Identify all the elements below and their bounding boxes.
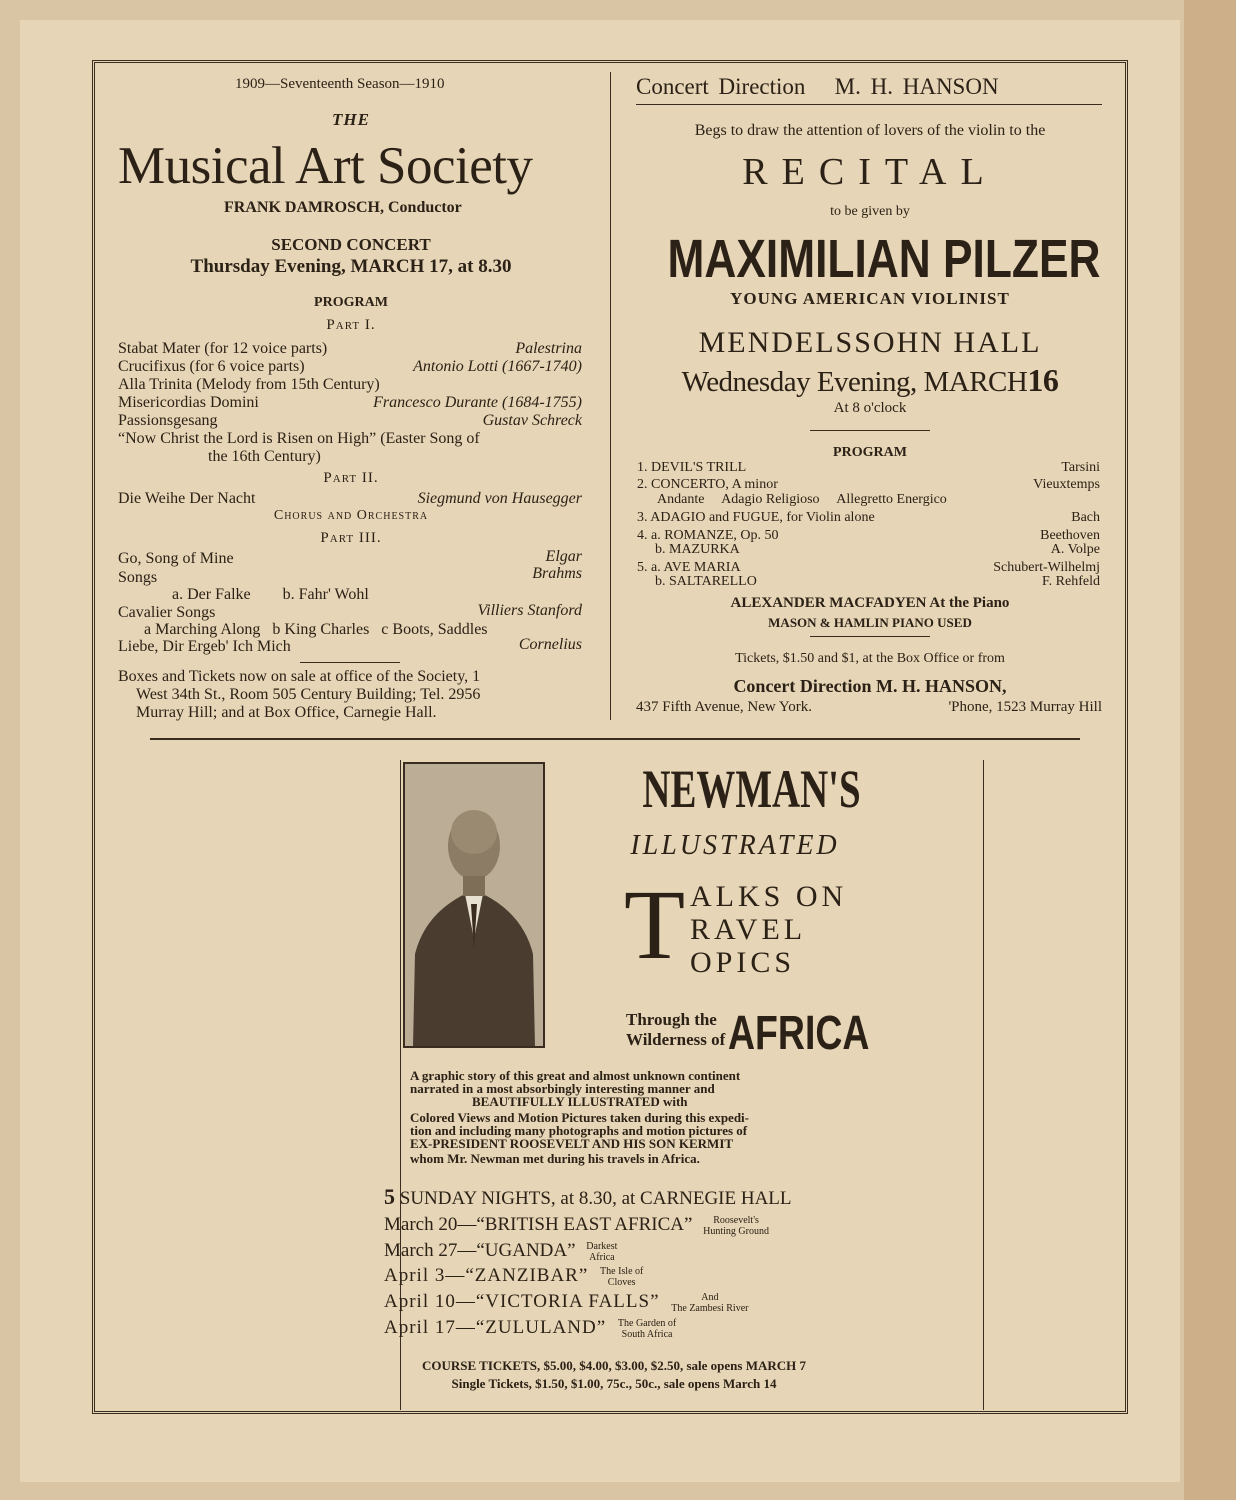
section-divider xyxy=(150,738,1080,740)
program-composer: Cornelius xyxy=(518,636,582,653)
program-work: Passionsgesang xyxy=(118,412,218,429)
schedule-note xyxy=(671,1292,748,1314)
tickets-line: Boxes and Tickets now on sale at office of the Society, 1 xyxy=(118,668,481,685)
concert-direction-header: Concert Direction M. H. HANSON xyxy=(636,74,999,99)
travel-word: RAVEL xyxy=(690,913,807,946)
tickets-line: Tickets, $1.50 and $1, at the Box Office or from xyxy=(735,651,1005,666)
schedule-note-line: And xyxy=(701,1291,719,1303)
newmans-name xyxy=(600,756,870,822)
africa-title xyxy=(728,1006,909,1062)
tickets-line: West 34th St., Room 505 Century Building; Tel. 2956 xyxy=(136,686,481,703)
hall-name: MENDELSSOHN HALL xyxy=(698,326,1042,359)
schedule-note-line: The Garden of xyxy=(617,1317,677,1329)
program-work: b. SALTARELLO xyxy=(655,574,757,589)
schedule-date: March 20— xyxy=(384,1214,477,1235)
schedule-note-line: South Africa xyxy=(621,1328,673,1340)
africa-title-text: AFRICA xyxy=(728,1007,870,1060)
schedule-note xyxy=(703,1215,769,1237)
program-work: 5. a. AVE MARIA xyxy=(637,560,741,575)
ad-box-right-rule xyxy=(983,760,984,1410)
schedule-note-line: Hunting Ground xyxy=(703,1225,769,1237)
schedule-title: “VICTORIA FALLS” xyxy=(475,1291,660,1312)
program-work: Cavalier Songs xyxy=(118,604,216,621)
schedule-row xyxy=(384,1240,617,1263)
schedule-note xyxy=(586,1241,617,1263)
program-work: 2. CONCERTO, A minor xyxy=(637,477,778,492)
program-work: Alla Trinita (Melody from 15th Century) xyxy=(118,376,380,393)
program-heading: PROGRAM xyxy=(314,295,388,310)
recital-title: RECITAL xyxy=(742,151,998,193)
portrait-photo xyxy=(403,762,545,1048)
part-three-heading: Part III. xyxy=(320,530,382,546)
schedule-title: “ZULULAND” xyxy=(475,1317,607,1338)
description-line: A graphic story of this great and almost unknown continent xyxy=(410,1068,741,1083)
program-composer: Bach xyxy=(1071,510,1100,525)
short-rule xyxy=(810,636,930,637)
piano-line: MASON & HAMLIN PIANO USED xyxy=(768,615,972,630)
column-divider xyxy=(610,72,611,720)
program-work: the 16th Century) xyxy=(208,448,321,465)
part-one-heading: Part I. xyxy=(326,317,376,333)
conductor-line: FRANK DAMROSCH, Conductor xyxy=(224,199,462,216)
course-tickets-line: COURSE TICKETS, $5.00, $4.00, $3.00, $2.50, sale opens MARCH 7 xyxy=(421,1358,807,1373)
schedule-date: April 17— xyxy=(384,1317,476,1338)
artist-description: YOUNG AMERICAN VIOLINIST xyxy=(730,289,1010,308)
newmans-name-text: NEWMAN'S xyxy=(642,759,861,819)
schedule-date: April 10— xyxy=(384,1291,476,1312)
address-line: 437 Fifth Avenue, New York. xyxy=(636,699,812,715)
recital-date-day: 16 xyxy=(1027,362,1059,398)
recital-date-text: Wednesday Evening, MARCH xyxy=(681,366,1028,398)
schedule-note-line: Africa xyxy=(589,1251,615,1263)
description-line: Colored Views and Motion Pictures taken during this expedi- xyxy=(410,1110,749,1125)
concert-direction-footer: Concert Direction M. H. HANSON, xyxy=(733,676,1007,696)
pianist-line: ALEXANDER MACFADYEN At the Piano xyxy=(730,595,1010,611)
program-work: 3. ADAGIO and FUGUE, for Violin alone xyxy=(637,510,875,525)
program-composer: Elgar xyxy=(545,548,582,565)
talks-initial: T xyxy=(624,869,686,980)
program-composer: Gustav Schreck xyxy=(482,412,582,429)
program-work: Die Weihe Der Nacht xyxy=(118,490,256,507)
season-line: 1909—Seventeenth Season—1910 xyxy=(235,76,445,92)
program-heading: PROGRAM xyxy=(833,445,907,460)
program-work: Liebe, Dir Ergeb' Ich Mich xyxy=(118,638,291,655)
program-composer: Francesco Durante (1684-1755) xyxy=(373,394,582,411)
schedule-note-line: Darkest xyxy=(586,1240,618,1252)
illustrated-label: ILLUSTRATED xyxy=(630,830,840,861)
schedule-title: “UGANDA” xyxy=(476,1240,576,1261)
program-work: Go, Song of Mine xyxy=(118,550,234,567)
schedule-row xyxy=(384,1214,769,1237)
program-work: “Now Christ the Lord is Risen on High” (Easter Song of xyxy=(118,430,480,447)
recital-time: At 8 o'clock xyxy=(833,400,907,416)
program-work: Stabat Mater (for 12 voice parts) xyxy=(118,340,328,357)
program-movements: Andante Adagio Religioso Allegretto Energico xyxy=(657,492,947,507)
sunday-count: 5 xyxy=(384,1184,395,1209)
program-work: Songs xyxy=(118,569,158,586)
header-rule xyxy=(636,104,1102,105)
forces-line: Chorus and Orchestra xyxy=(273,508,429,523)
description-line: EX-PRESIDENT ROOSEVELT AND HIS SON KERMIT xyxy=(410,1136,734,1151)
program-composer: A. Volpe xyxy=(1050,542,1100,557)
program-work: b. MAZURKA xyxy=(655,542,740,557)
program-composer: Brahms xyxy=(532,565,582,582)
short-rule xyxy=(810,430,930,431)
portrait-illustration xyxy=(405,764,543,1046)
description-line: BEAUTIFULLY ILLUSTRATED with xyxy=(472,1094,688,1109)
given-by-line: to be given by xyxy=(830,204,910,219)
schedule-row xyxy=(384,1291,748,1314)
program-composer: Tarsini xyxy=(1061,460,1100,475)
description-line: whom Mr. Newman met during his travels in Africa. xyxy=(410,1151,700,1166)
description-line: narrated in a most absorbingly interesting manner and xyxy=(410,1081,715,1096)
single-tickets-line: Single Tickets, $1.50, $1.00, 75c., 50c., sale opens March 14 xyxy=(451,1376,777,1391)
schedule-date: March 27— xyxy=(384,1240,477,1261)
description-line: tion and including many photographs and motion pictures of xyxy=(410,1123,748,1138)
the-label: THE xyxy=(332,110,370,129)
short-rule xyxy=(300,662,400,663)
schedule-row xyxy=(384,1317,676,1340)
schedule-row xyxy=(384,1265,643,1288)
program-composer: Siegmund von Hausegger xyxy=(417,490,582,507)
sunday-nights-line xyxy=(384,1184,792,1210)
wilderness-line: Wilderness of xyxy=(626,1030,726,1049)
program-work: a Marching Along b King Charles c Boots, Saddles xyxy=(144,621,488,638)
recital-date xyxy=(620,362,1120,399)
phone-line: 'Phone, 1523 Murray Hill xyxy=(948,699,1102,715)
program-work: a. Der Falke b. Fahr' Wohl xyxy=(172,586,369,603)
schedule-note-line: Roosevelt's xyxy=(713,1214,759,1226)
artist-name xyxy=(620,226,1120,292)
topics-word: OPICS xyxy=(690,946,796,979)
society-title: Musical Art Society xyxy=(118,137,533,195)
program-composer: Beethoven xyxy=(1040,528,1100,543)
schedule-note-line: The Zambesi River xyxy=(671,1302,749,1314)
talks-word: ALKS ON xyxy=(690,880,848,913)
schedule-title: “ZANZIBAR” xyxy=(465,1265,589,1286)
page-edge xyxy=(1184,0,1236,1500)
program-work: 4. a. ROMANZE, Op. 50 xyxy=(637,528,779,543)
program-composer: Schubert-Wilhelmj xyxy=(993,560,1100,575)
concert-date: Thursday Evening, MARCH 17, at 8.30 xyxy=(190,256,512,277)
schedule-note xyxy=(600,1266,643,1288)
program-composer: Villiers Stanford xyxy=(477,602,582,619)
program-composer: Palestrina xyxy=(515,340,582,357)
program-work: 1. DEVIL'S TRILL xyxy=(637,460,747,475)
program-work: Misericordias Domini xyxy=(118,394,259,411)
program-composer: F. Rehfeld xyxy=(1042,574,1100,589)
tickets-line: Murray Hill; and at Box Office, Carnegie Hall. xyxy=(136,704,437,721)
program-composer: Vieuxtemps xyxy=(1033,477,1100,492)
sunday-nights-text: SUNDAY NIGHTS, at 8.30, at CARNEGIE HALL xyxy=(399,1188,792,1209)
schedule-title: “BRITISH EAST AFRICA” xyxy=(476,1214,693,1235)
concert-number: SECOND CONCERT xyxy=(271,235,431,254)
artist-name-text: MAXIMILIAN PILZER xyxy=(667,229,1101,289)
program-composer: Antonio Lotti (1667-1740) xyxy=(413,358,582,375)
schedule-note-line: The Isle of xyxy=(600,1265,644,1277)
part-two-heading: Part II. xyxy=(323,470,379,486)
program-work: Crucifixus (for 6 voice parts) xyxy=(118,358,305,375)
through-line: Through the xyxy=(626,1010,717,1029)
intro-line: Begs to draw the attention of lovers of the violin to the xyxy=(694,122,1046,139)
schedule-note-line: Cloves xyxy=(607,1276,636,1288)
schedule-note xyxy=(618,1318,676,1340)
schedule-date: April 3— xyxy=(384,1265,466,1286)
